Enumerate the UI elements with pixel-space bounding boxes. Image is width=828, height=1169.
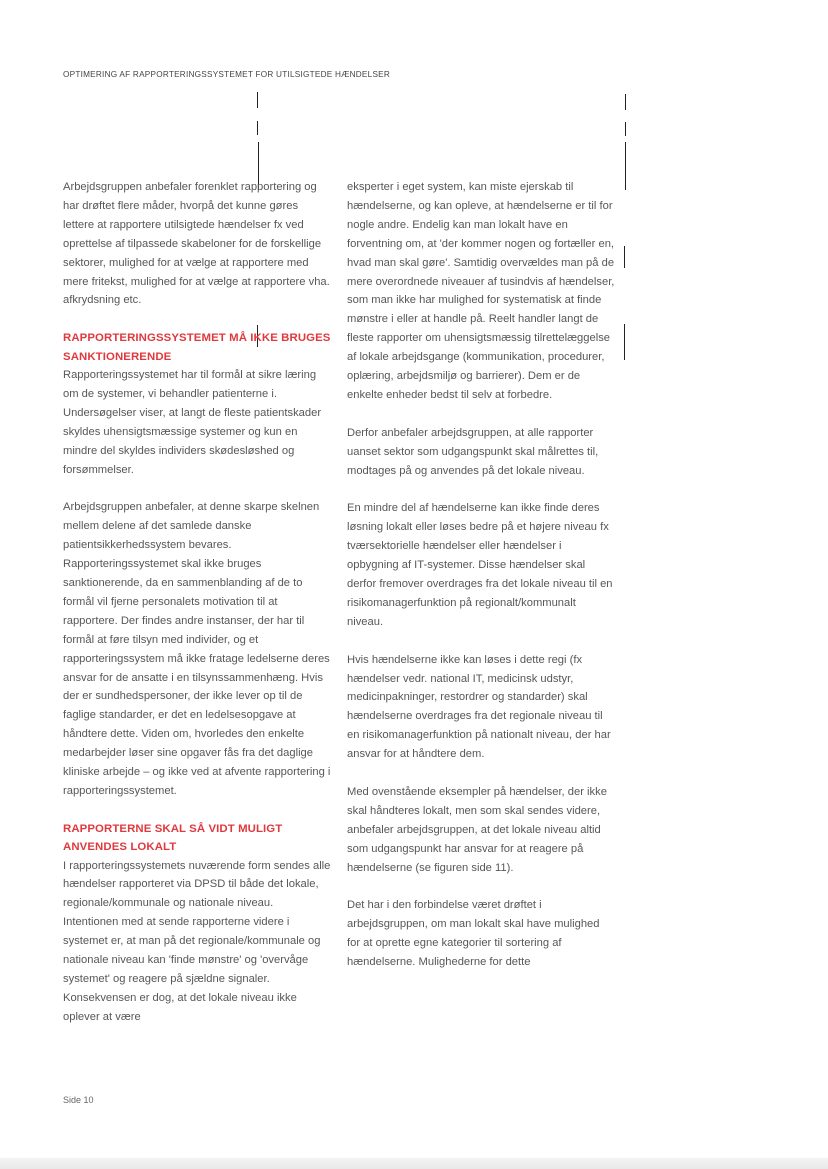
vertical-rule bbox=[624, 246, 625, 268]
right-column bbox=[347, 178, 615, 991]
vertical-rule bbox=[624, 324, 625, 360]
section-heading: RAPPORTERINGSSYSTEMET MÅ IKKE BRUGES SANKTIONERENDE bbox=[63, 332, 331, 363]
body-paragraph: I rapporteringssystemets nuværende form sendes alle hændelser rapporteret via DPSD til både det lokale, regionale/kommunale og nationale niveau. Intentionen med at sende rapporterne videre i systemet er, at man på det regionale/kommunale og nationale niveau kan 'finde mønstre' og 'overvåge systemet' og reagere på sjældne signaler. Konsekvensen er dog, at det lokale niveau ikke oplever at være bbox=[63, 859, 331, 1023]
body-paragraph: Derfor anbefaler arbejdsgruppen, at alle rapporter uanset sektor som udgangspunkt skal målrettes til, modtages på og anvendes på det lokale niveau. bbox=[347, 426, 599, 477]
body-paragraph: En mindre del af hændelserne kan ikke finde deres løsning lokalt eller løses bedre på et højere niveau fx tværsektorielle hændelser eller hændelser i opbygning af IT-systemer. Disse hændelser skal derfor fremover overdrages fra det lokale niveau til en risikomanagerfunktion på regionalt/kommunalt niveau. bbox=[347, 502, 613, 628]
body-paragraph: Rapporteringssystemet har til formål at sikre læring om de systemer, vi behandler patienterne i. Undersøgelser viser, at langt de fleste patientskader skyldes uhensigtsmæssige systemer og kun en mindre del skyldes individers skødesløshed og forsømmelser. bbox=[63, 369, 322, 476]
vertical-rule bbox=[257, 121, 258, 135]
vertical-rule bbox=[625, 142, 626, 190]
vertical-rule bbox=[257, 92, 258, 108]
page-number: Side 10 bbox=[63, 1095, 94, 1105]
left-column bbox=[63, 178, 331, 1046]
body-paragraph: Arbejdsgruppen anbefaler, at denne skarpe skelnen mellem delene af det samlede danske patientsikkerhedssystem bevares. Rapporteringssystemet skal ikke bruges sanktionerende, da en sammenblanding af de to formål vil fjerne personalets motivation til at rapportere. Der findes andre instanser, der har til formål at føre tilsyn med individer, og et rapporteringssystem må ikke fratage ledelserne deres ansvar for de ansatte i en tilsynssammenhæng. Hvis der er sundhedspersoner, der ikke lever op til de faglige standarder, er det en ledelsesopgave at håndtere dette. Viden om, hvorledes den enkelte medarbejder løser sine opgaver fås fra det daglige kliniske arbejde – og ikke ved at afvente rapportering i rapporteringssystemet. bbox=[63, 501, 331, 797]
body-paragraph: eksperter i eget system, kan miste ejerskab til hændelserne, og kan opleve, at hændelserne er til for nogle andre. Endelig kan man lokalt have en forventning om, at 'der kommer nogen og fortæller en, hvad man skal gøre'. Samtidig overvældes man på de mere overordnede niveauer af tusindvis af hændelser, som man ikke har mulighed for systematisk at finde mønstre i eller at handle på. Reelt handler langt de fleste rapporter om uhensigtsmæssig tilrettelæggelse af lokale arbejdsgange (kommunikation, procedurer, oplæring, arbejdsmiljø og barrierer). Dem er de enkelte enheder bedst til selv at forbedre. bbox=[347, 181, 615, 401]
body-paragraph: Det har i den forbindelse været drøftet i arbejdsgruppen, om man lokalt skal have mulighed for at oprette egne kategorier til sortering af hændelserne. Mulighederne for dette bbox=[347, 899, 600, 969]
body-paragraph: Arbejdsgruppen anbefaler forenklet rapportering og har drøftet flere måder, hvorpå det kunne gøres lettere at rapportere utilsigtede hændelser fx ved oprettelse af tilpassede skabeloner for de forskellige sektorer, mulighed for at vælge at rapportere med mere fritekst, mulighed for at vælge at rapportere vha. afkrydsning etc. bbox=[63, 181, 330, 307]
vertical-rule bbox=[625, 94, 626, 110]
running-title: OPTIMERING AF RAPPORTERINGSSYSTEMET FOR UTILSIGTEDE HÆNDELSER bbox=[63, 70, 391, 79]
body-paragraph: Med ovenstående eksempler på hændelser, der ikke skal håndteres lokalt, men som skal sendes videre, anbefaler arbejdsgruppen, at det lokale niveau altid som udgangspunkt har ansvar for at reagere på hændelserne (se figuren side 11). bbox=[347, 785, 607, 874]
vertical-rule bbox=[625, 122, 626, 136]
body-paragraph: Hvis hændelserne ikke kan løses i dette regi (fx hændelser vedr. national IT, medicinsk udstyr, medicinpakninger, restordrer og standarder) skal hændelserne overdrages fra det regionale niveau til en risikomanagerfunktion på nationalt niveau, der har ansvar for at håndtere dem. bbox=[347, 653, 611, 761]
section-heading: RAPPORTERNE SKAL SÅ VIDT MULIGT ANVENDES LOKALT bbox=[63, 822, 283, 854]
page-bottom-edge bbox=[0, 1158, 828, 1169]
